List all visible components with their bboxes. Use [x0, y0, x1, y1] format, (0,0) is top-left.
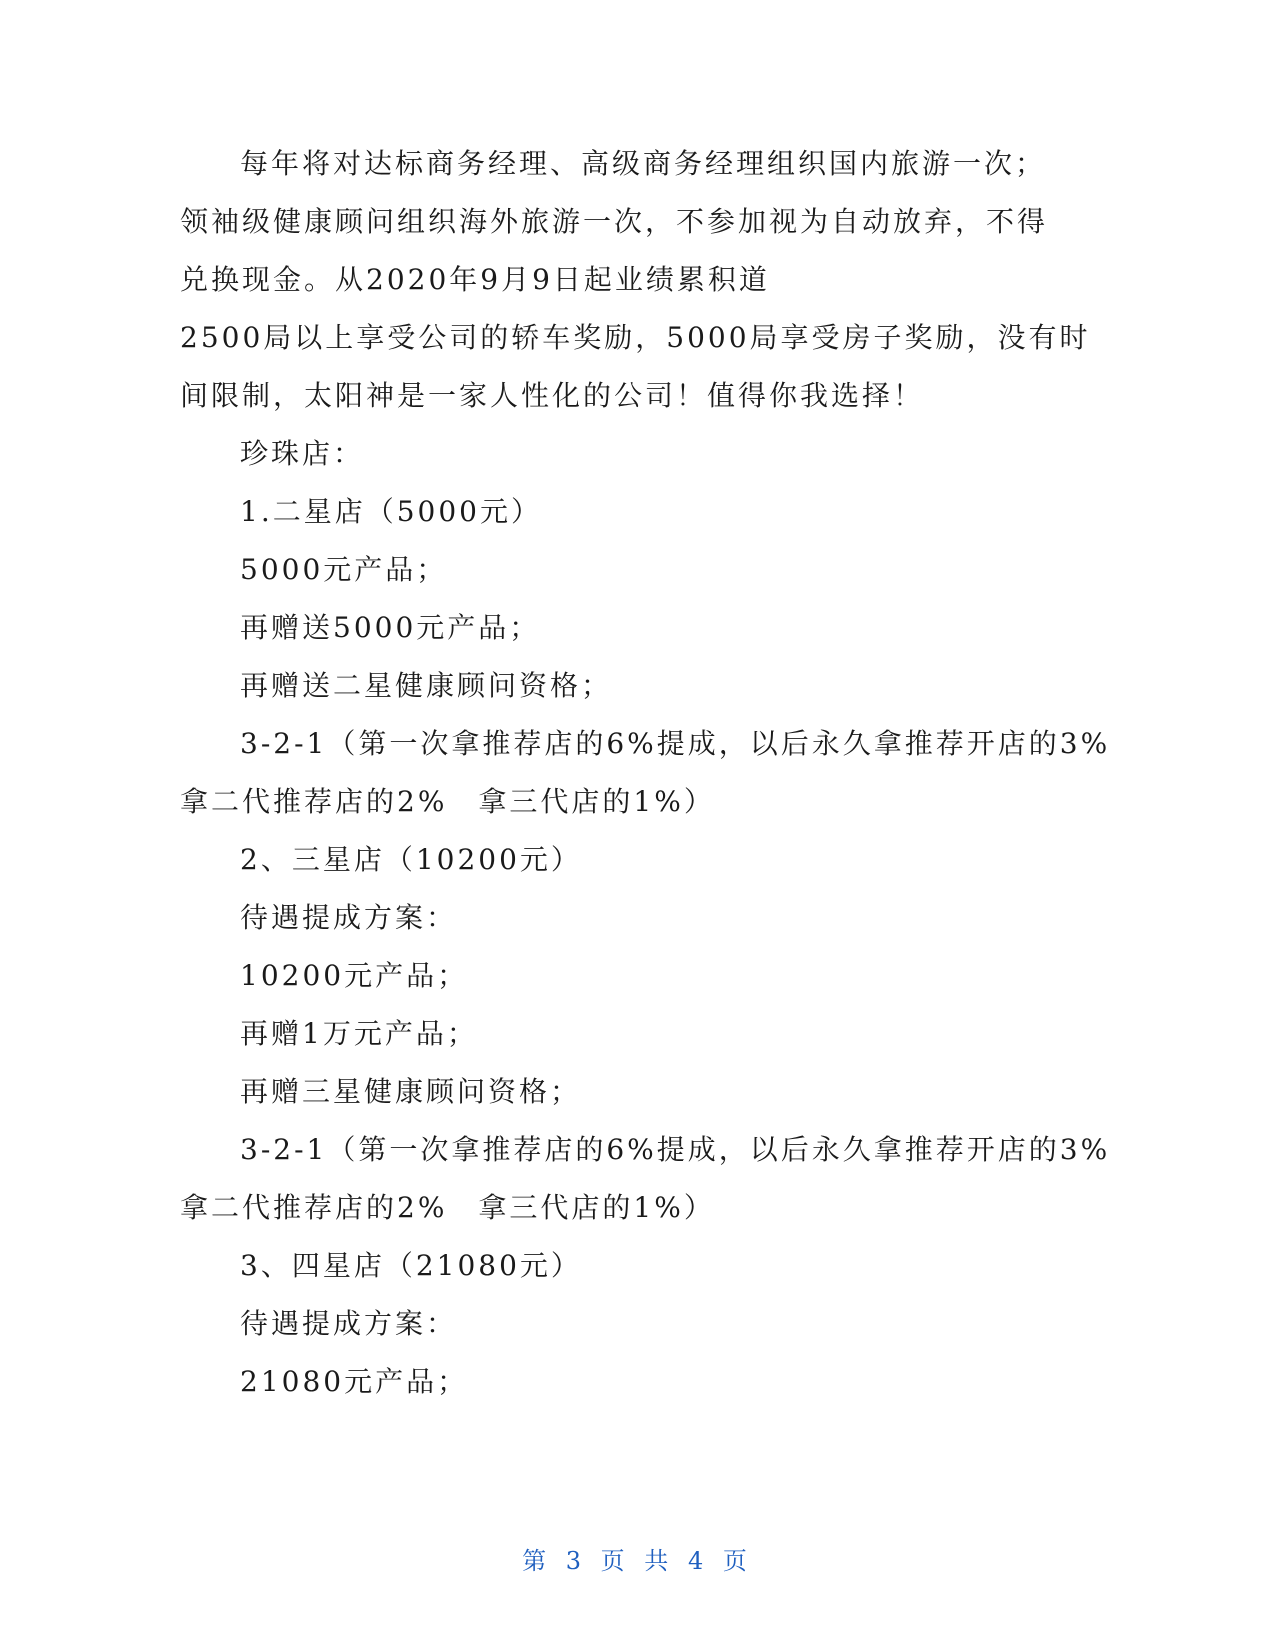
list-item: 再赠送5000元产品；: [240, 611, 541, 644]
list-item: 1.二星店（5000元）: [240, 495, 542, 528]
list-item: 3-2-1（第一次拿推荐店的6%提成，以后永久拿推荐开店的3%: [240, 727, 1111, 760]
paragraph-line: 领袖级健康顾问组织海外旅游一次，不参加视为自动放弃，不得: [180, 205, 1049, 238]
list-item: 2、三星店（10200元）: [240, 843, 582, 876]
list-item: 拿二代推荐店的2% 拿三代店的1%）: [180, 785, 715, 818]
list-item: 拿二代推荐店的2% 拿三代店的1%）: [180, 1191, 715, 1224]
list-item: 21080元产品；: [240, 1365, 469, 1398]
list-item: 再赠三星健康顾问资格；: [240, 1075, 582, 1108]
paragraph-line: 兑换现金。从2020年9月9日起业绩累积道: [180, 263, 770, 296]
list-item: 再赠1万元产品；: [240, 1017, 478, 1050]
list-item: 3、四星店（21080元）: [240, 1249, 582, 1282]
paragraph-line: 间限制，太阳神是一家人性化的公司！值得你我选择！: [180, 379, 925, 412]
list-item: 3-2-1（第一次拿推荐店的6%提成，以后永久拿推荐开店的3%: [240, 1133, 1111, 1166]
list-item: 10200元产品；: [240, 959, 469, 992]
list-item: 待遇提成方案：: [240, 1307, 458, 1340]
list-item: 待遇提成方案：: [240, 901, 458, 934]
section-heading: 珍珠店：: [240, 437, 365, 470]
paragraph-line: 2500局以上享受公司的轿车奖励，5000局享受房子奖励，没有时: [180, 321, 1091, 354]
paragraph-line: 每年将对达标商务经理、高级商务经理组织国内旅游一次；: [240, 147, 1047, 180]
list-item: 再赠送二星健康顾问资格；: [240, 669, 613, 702]
page-number-footer: 第 3 页 共 4 页: [522, 1547, 753, 1575]
list-item: 5000元产品；: [240, 553, 448, 586]
